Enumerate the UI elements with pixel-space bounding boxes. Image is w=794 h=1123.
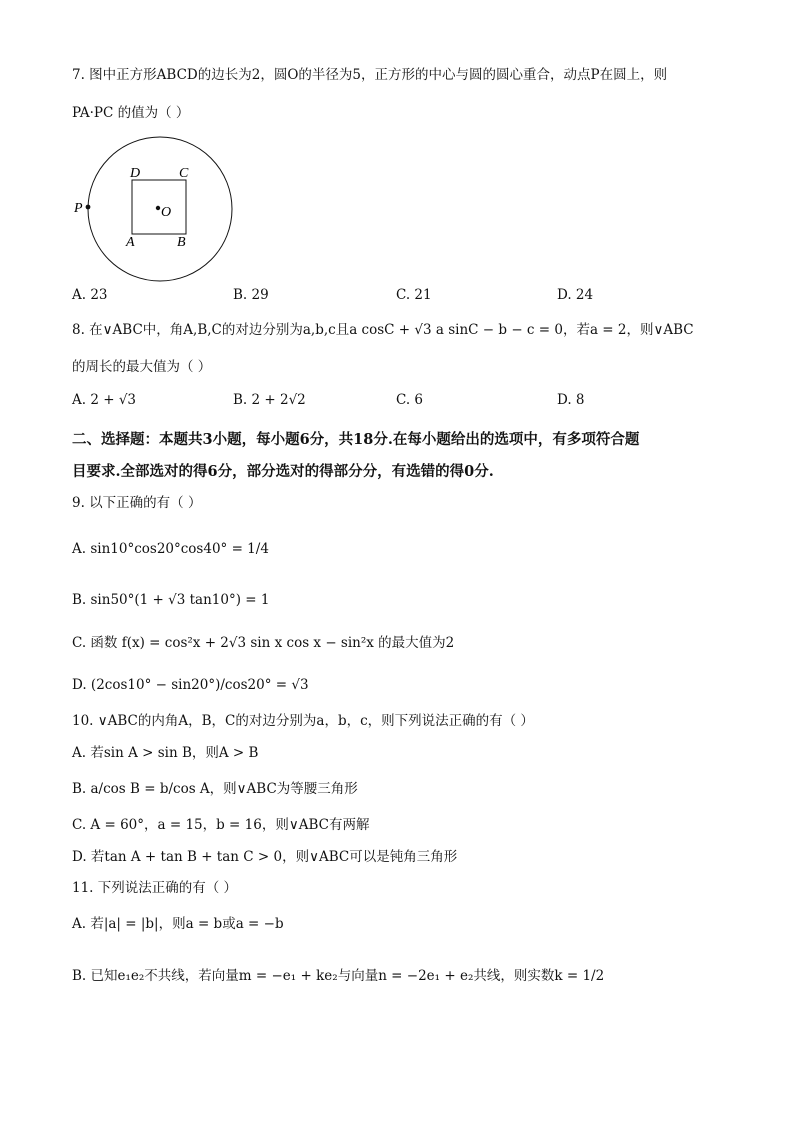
q8-stem-line1: 8. 在∨ABC中，角A,B,C的对边分别为a,b,c且a cosC + √3 a sinC − b − c = 0，若a = 2，则∨ABC (72, 322, 694, 338)
q8-option-d: D. 8 (557, 392, 585, 408)
q7-option-d: D. 24 (557, 287, 594, 303)
q9-stem: 9. 以下正确的有（ ） (72, 495, 202, 511)
q9-option-d: D. (2cos10° − sin20°)/cos20° = √3 (72, 677, 309, 693)
q7-point-p (86, 205, 91, 210)
q7-label-b: B (177, 235, 186, 250)
section2-heading-line2: 目要求.全部选对的得6分，部分选对的得部分分，有选错的得0分. (72, 463, 494, 480)
q10-option-d: D. 若tan A + tan B + tan C > 0，则∨ABC可以是钝角三角形 (72, 849, 458, 865)
q9-option-b: B. sin50°(1 + √3 tan10°) = 1 (72, 592, 270, 608)
q7-label-a: A (126, 235, 135, 250)
q8-option-b: B. 2 + 2√2 (233, 392, 306, 408)
q7-stem-line2: PA·PC 的值为（ ） (72, 105, 190, 121)
section2-heading-line1: 二、选择题：本题共3小题，每小题6分，共18分.在每小题给出的选项中，有多项符合题 (72, 431, 640, 448)
q10-stem: 10. ∨ABC的内角A，B，C的对边分别为a，b，c，则下列说法正确的有（ ） (72, 713, 534, 729)
q8-option-a: A. 2 + √3 (72, 392, 137, 408)
q11-stem: 11. 下列说法正确的有（ ） (72, 880, 238, 896)
q7-stem-line1: 7. 图中正方形ABCD的边长为2，圆O的半径为5，正方形的中心与圆的圆心重合，动点P在圆上，则 (72, 67, 668, 83)
q7-option-b: B. 29 (233, 287, 269, 303)
q7-label-o: O (161, 205, 172, 220)
q7-option-c: C. 21 (396, 287, 432, 303)
q7-center-point (156, 206, 160, 210)
q7-label-c: C (179, 166, 189, 181)
q10-option-c: C. A = 60°，a = 15，b = 16，则∨ABC有两解 (72, 817, 370, 833)
q7-circle (88, 137, 232, 281)
q11-option-b: B. 已知e₁e₂不共线，若向量m = −e₁ + ke₂与向量n = −2e₁ + e₂共线，则实数k = 1/2 (72, 968, 605, 984)
q9-option-c: C. 函数 f(x) = cos²x + 2√3 sin x cos x − sin²x 的最大值为2 (72, 635, 455, 651)
q8-stem-line2: 的周长的最大值为（ ） (72, 359, 212, 375)
q7-option-a: A. 23 (72, 287, 108, 303)
q7-figure (70, 136, 250, 286)
q11-option-a: A. 若|a| = |b|，则a = b或a = −b (72, 916, 284, 932)
q7-label-p: P (74, 201, 83, 216)
q9-option-a: A. sin10°cos20°cos40° = 1/4 (72, 541, 269, 557)
q10-option-b: B. a/cos B = b/cos A，则∨ABC为等腰三角形 (72, 781, 358, 797)
q10-option-a: A. 若sin A > sin B，则A > B (72, 745, 259, 761)
q8-option-c: C. 6 (396, 392, 424, 408)
q7-label-d: D (130, 166, 141, 181)
